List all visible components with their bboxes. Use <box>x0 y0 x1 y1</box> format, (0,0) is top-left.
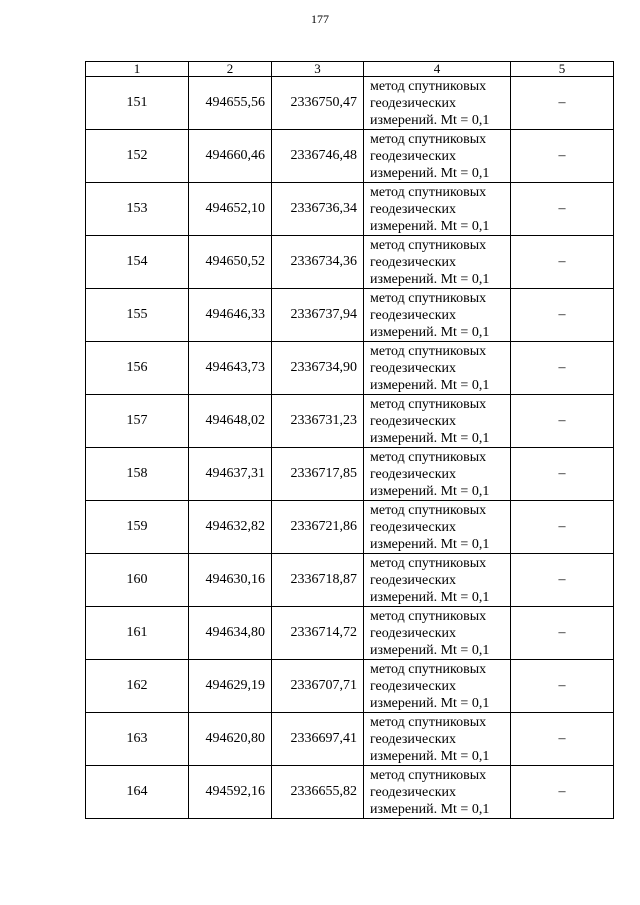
point-number: 161 <box>86 607 189 660</box>
measurement-method <box>364 501 511 554</box>
method-line-3: измерений. Mt = 0,1 <box>370 748 490 764</box>
point-note: – <box>511 766 614 819</box>
coordinate-y: 2336717,85 <box>272 448 364 501</box>
coordinate-y: 2336718,87 <box>272 554 364 607</box>
point-note: – <box>511 501 614 554</box>
point-number: 160 <box>86 554 189 607</box>
method-line-3: измерений. Mt = 0,1 <box>370 801 490 817</box>
method-line-3: измерений. Mt = 0,1 <box>370 377 490 393</box>
point-note: – <box>511 713 614 766</box>
point-number: 152 <box>86 130 189 183</box>
coordinate-x: 494634,80 <box>189 607 272 660</box>
coordinate-y: 2336731,23 <box>272 395 364 448</box>
coordinate-y: 2336734,90 <box>272 342 364 395</box>
method-line-1: метод спутниковых <box>370 78 487 94</box>
method-line-1: метод спутниковых <box>370 555 487 571</box>
point-number: 164 <box>86 766 189 819</box>
measurement-method <box>364 554 511 607</box>
method-line-1: метод спутниковых <box>370 131 487 147</box>
point-note: – <box>511 289 614 342</box>
point-note: – <box>511 236 614 289</box>
point-number: 153 <box>86 183 189 236</box>
method-line-1: метод спутниковых <box>370 184 487 200</box>
table-row <box>86 660 614 713</box>
method-line-2: геодезических <box>370 201 457 217</box>
point-number: 158 <box>86 448 189 501</box>
measurement-method <box>364 448 511 501</box>
measurement-method <box>364 395 511 448</box>
coordinate-x: 494650,52 <box>189 236 272 289</box>
measurement-method <box>364 236 511 289</box>
method-line-2: геодезических <box>370 360 457 376</box>
method-line-1: метод спутниковых <box>370 290 487 306</box>
table-row <box>86 395 614 448</box>
table-header-row <box>86 62 614 77</box>
method-line-2: геодезических <box>370 625 457 641</box>
point-number: 154 <box>86 236 189 289</box>
coordinate-x: 494643,73 <box>189 342 272 395</box>
column-header-3: 3 <box>272 62 364 77</box>
coordinate-y: 2336707,71 <box>272 660 364 713</box>
method-line-3: измерений. Mt = 0,1 <box>370 642 490 658</box>
method-line-3: измерений. Mt = 0,1 <box>370 430 490 446</box>
method-line-3: измерений. Mt = 0,1 <box>370 536 490 552</box>
method-line-3: измерений. Mt = 0,1 <box>370 589 490 605</box>
method-line-1: метод спутниковых <box>370 449 487 465</box>
coordinate-y: 2336655,82 <box>272 766 364 819</box>
point-number: 155 <box>86 289 189 342</box>
method-line-3: измерений. Mt = 0,1 <box>370 112 490 128</box>
page-number: 177 <box>311 12 329 26</box>
point-number: 151 <box>86 77 189 130</box>
method-line-3: измерений. Mt = 0,1 <box>370 218 490 234</box>
coordinate-y: 2336721,86 <box>272 501 364 554</box>
coordinate-x: 494629,19 <box>189 660 272 713</box>
method-line-1: метод спутниковых <box>370 714 487 730</box>
measurement-method <box>364 77 511 130</box>
point-note: – <box>511 183 614 236</box>
method-line-2: геодезических <box>370 466 457 482</box>
method-line-2: геодезических <box>370 148 457 164</box>
coordinate-y: 2336736,34 <box>272 183 364 236</box>
table-row <box>86 554 614 607</box>
column-header-4: 4 <box>364 62 511 77</box>
coordinate-x: 494648,02 <box>189 395 272 448</box>
coordinate-y: 2336697,41 <box>272 713 364 766</box>
table-row <box>86 448 614 501</box>
coordinate-x: 494646,33 <box>189 289 272 342</box>
method-line-3: измерений. Mt = 0,1 <box>370 324 490 340</box>
point-note: – <box>511 342 614 395</box>
table-row <box>86 713 614 766</box>
coordinate-x: 494655,56 <box>189 77 272 130</box>
method-line-3: измерений. Mt = 0,1 <box>370 483 490 499</box>
method-line-1: метод спутниковых <box>370 396 487 412</box>
method-line-2: геодезических <box>370 413 457 429</box>
coordinate-x: 494592,16 <box>189 766 272 819</box>
method-line-1: метод спутниковых <box>370 767 487 783</box>
point-number: 156 <box>86 342 189 395</box>
measurement-method <box>364 660 511 713</box>
method-line-3: измерений. Mt = 0,1 <box>370 271 490 287</box>
table-row <box>86 77 614 130</box>
coordinates-table <box>85 61 614 819</box>
method-line-2: геодезических <box>370 731 457 747</box>
coordinate-y: 2336750,47 <box>272 77 364 130</box>
table-row <box>86 342 614 395</box>
coordinate-y: 2336746,48 <box>272 130 364 183</box>
table-row <box>86 501 614 554</box>
measurement-method <box>364 766 511 819</box>
method-line-1: метод спутниковых <box>370 661 487 677</box>
measurement-method <box>364 289 511 342</box>
coordinate-x: 494652,10 <box>189 183 272 236</box>
coordinate-x: 494632,82 <box>189 501 272 554</box>
method-line-2: геодезических <box>370 254 457 270</box>
coordinate-y: 2336714,72 <box>272 607 364 660</box>
method-line-3: измерений. Mt = 0,1 <box>370 165 490 181</box>
point-number: 162 <box>86 660 189 713</box>
method-line-3: измерений. Mt = 0,1 <box>370 695 490 711</box>
point-number: 159 <box>86 501 189 554</box>
method-line-1: метод спутниковых <box>370 608 487 624</box>
method-line-2: геодезических <box>370 95 457 111</box>
table-row <box>86 236 614 289</box>
table-body <box>86 77 614 819</box>
coordinate-y: 2336737,94 <box>272 289 364 342</box>
table-row <box>86 183 614 236</box>
method-line-2: геодезических <box>370 307 457 323</box>
method-line-2: геодезических <box>370 784 457 800</box>
point-note: – <box>511 554 614 607</box>
method-line-2: геодезических <box>370 572 457 588</box>
coordinate-x: 494620,80 <box>189 713 272 766</box>
method-line-1: метод спутниковых <box>370 343 487 359</box>
point-number: 163 <box>86 713 189 766</box>
measurement-method <box>364 713 511 766</box>
column-header-1: 1 <box>86 62 189 77</box>
measurement-method <box>364 342 511 395</box>
measurement-method <box>364 130 511 183</box>
measurement-method <box>364 607 511 660</box>
point-note: – <box>511 77 614 130</box>
column-header-2: 2 <box>189 62 272 77</box>
column-header-5: 5 <box>511 62 614 77</box>
table-row <box>86 607 614 660</box>
point-note: – <box>511 130 614 183</box>
point-note: – <box>511 660 614 713</box>
table-row <box>86 289 614 342</box>
point-note: – <box>511 448 614 501</box>
method-line-2: геодезических <box>370 519 457 535</box>
table-row <box>86 766 614 819</box>
coordinate-x: 494637,31 <box>189 448 272 501</box>
method-line-1: метод спутниковых <box>370 237 487 253</box>
coordinate-x: 494630,16 <box>189 554 272 607</box>
point-note: – <box>511 395 614 448</box>
table-row <box>86 130 614 183</box>
method-line-2: геодезических <box>370 678 457 694</box>
coordinate-x: 494660,46 <box>189 130 272 183</box>
coordinate-y: 2336734,36 <box>272 236 364 289</box>
point-note: – <box>511 607 614 660</box>
method-line-1: метод спутниковых <box>370 502 487 518</box>
measurement-method <box>364 183 511 236</box>
point-number: 157 <box>86 395 189 448</box>
